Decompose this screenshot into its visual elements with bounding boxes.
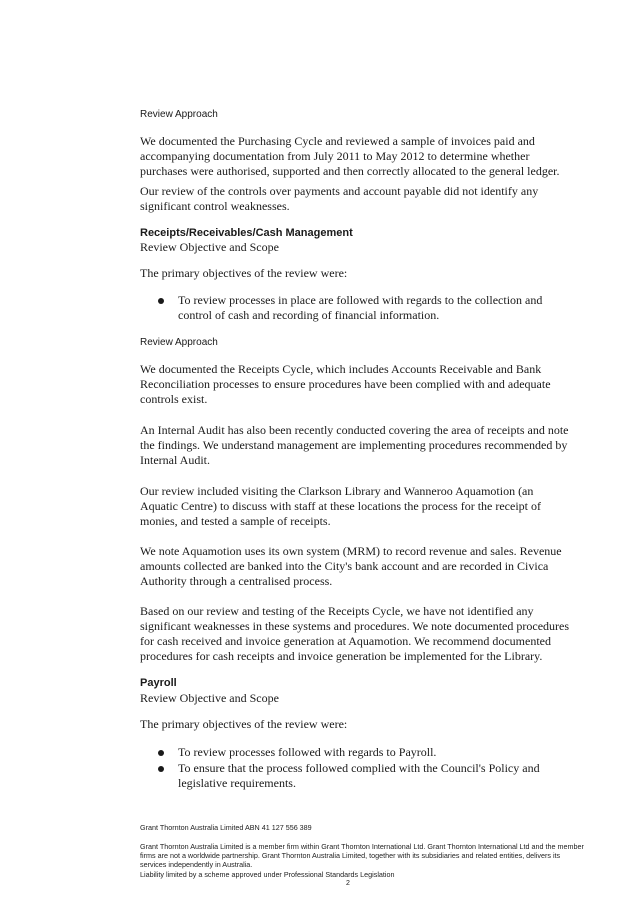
aquamotion-paragraph: We note Aquamotion uses its own system (MRM) to record revenue and sales. Revenue amounts collected are banked into the City's bank account and are recorded in Civica Authority through a centralised process. [140,544,562,588]
page-number: 2 [346,880,350,887]
payroll-intro: The primary objectives of the review were: [140,717,348,731]
payroll-subheading: Review Objective and Scope [140,691,279,705]
receipts-intro: The primary objectives of the review were: [140,266,348,280]
bullet-marker [158,298,164,304]
internal-audit-paragraph: An Internal Audit has also been recently conducted covering the area of receipts and note the findings. We understand management are implementing procedures recommended by Internal Audit. [140,423,569,467]
receipts-conclusion-paragraph: Based on our review and testing of the Receipts Cycle, we have not identified any significant weaknesses in these systems and procedures. We note documented procedures for cash received and invoice generation at Aquamotion. We recommend documented procedures for cash receipts and invoice generation be implemented for the Library. [140,604,570,663]
bullet-marker [158,750,164,756]
payroll-bullet-1: To review processes followed with regards to Payroll. [178,745,437,759]
receipts-subheading: Review Objective and Scope [140,240,279,254]
review-approach-heading: Review Approach [140,109,218,120]
purchasing-paragraph: We documented the Purchasing Cycle and reviewed a sample of invoices paid and accompanying documentation from July 2011 to May 2012 to determine whether purchases were authorised, supported and then correctly allocated to the general ledger. [140,134,560,178]
receipts-bullet-1: To review processes in place are followed with regards to the collection and control of cash and recording of financial information. [178,293,543,322]
bullet-marker [158,766,164,772]
receipts-heading: Receipts/Receivables/Cash Management [140,227,353,239]
payroll-heading: Payroll [140,677,177,689]
receipts-cycle-paragraph: We documented the Receipts Cycle, which includes Accounts Receivable and Bank Reconciliation processes to ensure procedures have been complied with and adequate controls exist. [140,362,551,406]
payroll-bullet-2: To ensure that the process followed complied with the Council's Policy and legislative requirements. [178,761,540,790]
footer-disclaimer: Grant Thornton Australia Limited is a member firm within Grant Thornton International Ltd. Grant Thornton International Ltd and the member firms are not a worldwide partnership. Grant Thornton Australia Limited, together with its subsidiaries and related entities, delivers its services independently in Australia. [140,842,584,869]
review-approach-heading-2: Review Approach [140,337,218,348]
site-visit-paragraph: Our review included visiting the Clarkson Library and Wanneroo Aquamotion (an Aquatic Centre) to discuss with staff at these locations the process for the receipt of monies, and tested a sample of receipts. [140,484,541,528]
footer-liability: Liability limited by a scheme approved under Professional Standards Legislation [140,870,395,879]
payments-controls-paragraph: Our review of the controls over payments and account payable did not identify any significant control weaknesses. [140,184,539,213]
footer-abn: Grant Thornton Australia Limited ABN 41 127 556 389 [140,823,312,832]
